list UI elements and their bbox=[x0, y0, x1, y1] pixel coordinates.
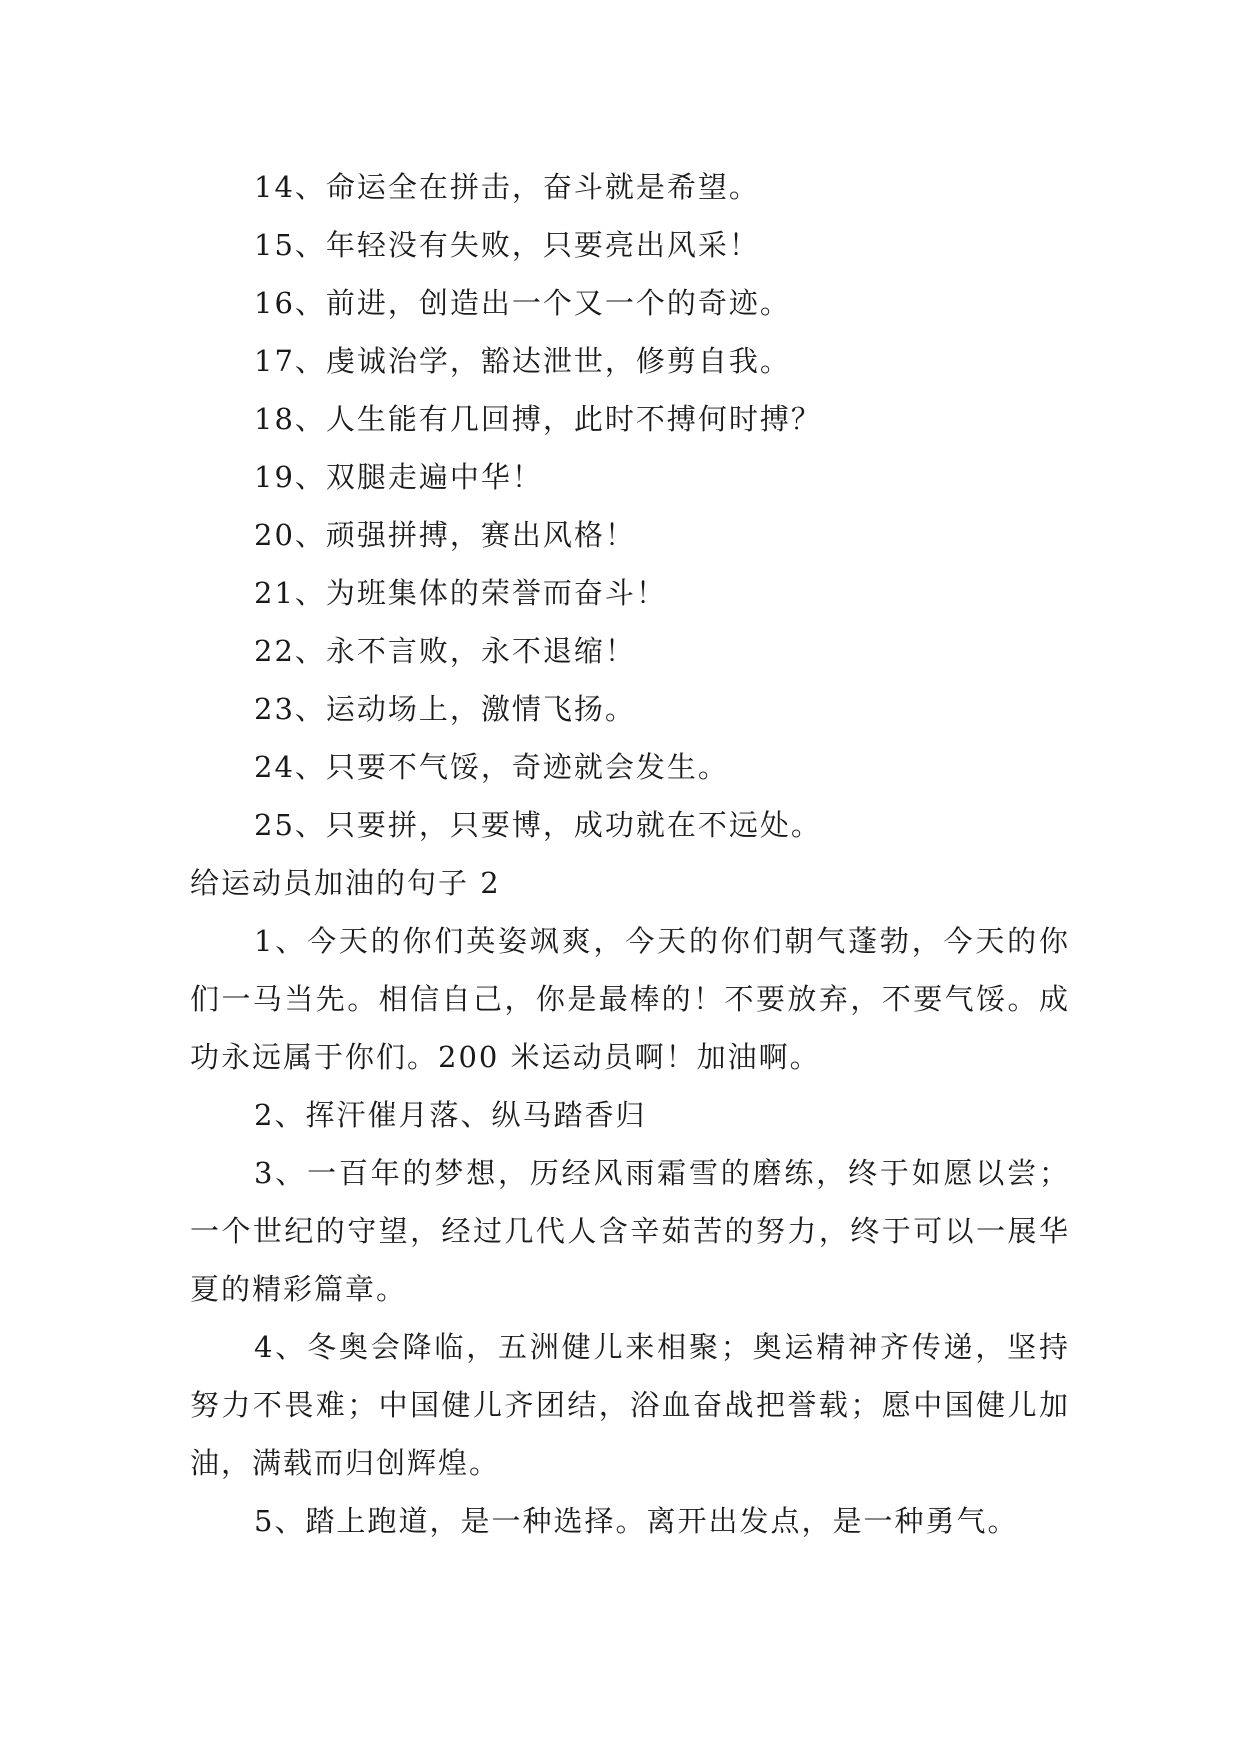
list-item: 14、命运全在拼击，奋斗就是希望。 bbox=[254, 170, 760, 204]
document-body bbox=[190, 158, 1070, 1550]
list-item: 22、永不言败，永不退缩！ bbox=[254, 634, 636, 668]
paragraph: 3、一百年的梦想，历经风雨霜雪的磨练，终于如愿以尝；一个世纪的守望，经过几代人含辛茹苦的努力，终于可以一展华夏的精彩篇章。 bbox=[190, 1156, 1070, 1306]
list-item: 20、顽强拼搏，赛出风格！ bbox=[254, 518, 636, 552]
list-item: 17、虔诚治学，豁达泄世，修剪自我。 bbox=[254, 344, 791, 378]
paragraph: 5、踏上跑道，是一种选择。离开出发点，是一种勇气。 bbox=[254, 1504, 1019, 1538]
list-item: 23、运动场上，激情飞扬。 bbox=[254, 692, 636, 726]
list-item: 15、年轻没有失败，只要亮出风采！ bbox=[254, 228, 760, 262]
list-item: 19、双腿走遍中华！ bbox=[254, 460, 543, 494]
paragraph: 4、冬奥会降临，五洲健儿来相聚；奥运精神齐传递，坚持努力不畏难；中国健儿齐团结，浴血奋战把誉载；愿中国健儿加油，满载而归创辉煌。 bbox=[190, 1330, 1070, 1480]
list-item: 24、只要不气馁，奇迹就会发生。 bbox=[254, 750, 729, 784]
paragraph: 2、挥汗催月落、纵马踏香归 bbox=[254, 1098, 647, 1132]
list-item: 16、前进，创造出一个又一个的奇迹。 bbox=[254, 286, 791, 320]
list-item: 18、人生能有几回搏，此时不搏何时搏？ bbox=[254, 402, 822, 436]
list-item: 21、为班集体的荣誉而奋斗！ bbox=[254, 576, 667, 610]
section-title: 给运动员加油的句子 2 bbox=[190, 866, 501, 900]
paragraph: 1、今天的你们英姿飒爽，今天的你们朝气蓬勃，今天的你们一马当先。相信自己，你是最棒的！不要放弃，不要气馁。成功永远属于你们。200 米运动员啊！加油啊。 bbox=[190, 924, 1070, 1074]
list-item: 25、只要拼，只要博，成功就在不远处。 bbox=[254, 808, 822, 842]
